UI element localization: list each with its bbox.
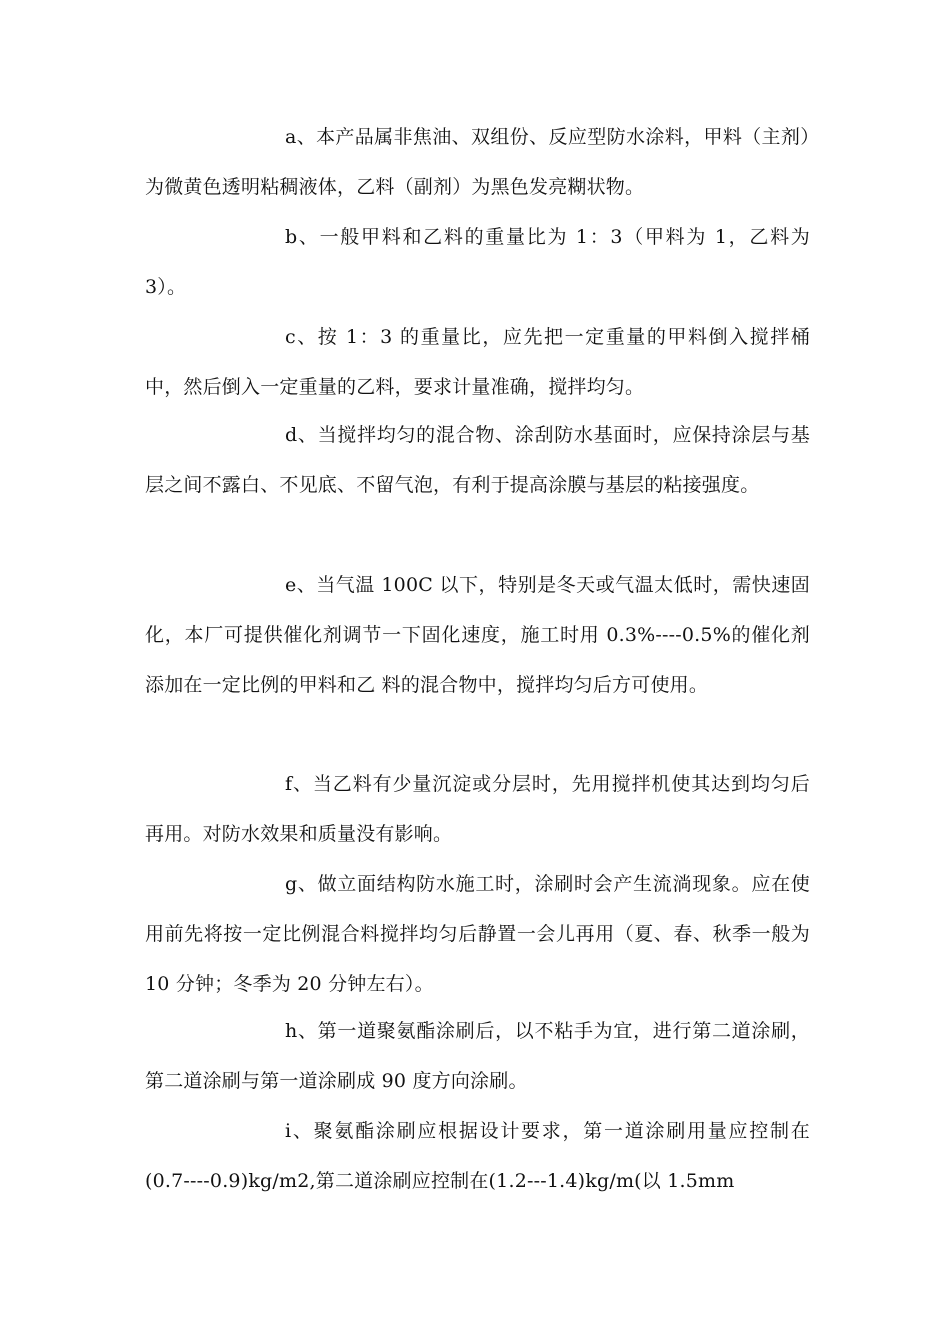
paragraph-f: f、当乙料有少量沉淀或分层时，先用搅拌机使其达到均匀后再用。对防水效果和质量没有影响。 — [145, 773, 810, 845]
paragraph-e: e、当气温 100C 以下，特别是冬天或气温太低时，需快速固化，本厂可提供催化剂调节一下固化速度，施工时用 0.3%----0.5%的催化剂添加在一定比例的甲料和乙 料的混合物中，搅拌均匀后方可使用。 — [145, 574, 810, 696]
paragraph-d: d、当搅拌均匀的混合物、涂刮防水基面时，应保持涂层与基层之间不露白、不见底、不留气泡，有利于提高涂膜与基层的粘接强度。 — [145, 424, 810, 496]
paragraph-c: c、按 1：3 的重量比，应先把一定重量的甲料倒入搅拌桶中，然后倒入一定重量的乙料，要求计量准确，搅拌均匀。 — [145, 326, 810, 398]
paragraph-h: h、第一道聚氨酯涂刷后，以不粘手为宜，进行第二道涂刷，第二道涂刷与第一道涂刷成 90 度方向涂刷。 — [145, 1020, 810, 1092]
paragraph-b: b、一般甲料和乙料的重量比为 1：3（甲料为 1，乙料为 3）。 — [145, 226, 810, 298]
paragraph-a: a、本产品属非焦油、双组份、反应型防水涂料，甲料（主剂）为微黄色透明粘稠液体，乙料（副剂）为黑色发亮糊状物。 — [145, 126, 810, 198]
paragraph-g: g、做立面结构防水施工时，涂刷时会产生流淌现象。应在使用前先将按一定比例混合料搅拌均匀后静置一会儿再用（夏、春、秋季一般为 10 分钟；冬季为 20 分钟左右）。 — [145, 873, 810, 995]
paragraph-i: i、聚氨酯涂刷应根据设计要求，第一道涂刷用量应控制在(0.7----0.9)kg/m2,第二道涂刷应控制在(1.2---1.4)kg/m(以 1.5mm — [145, 1120, 810, 1192]
